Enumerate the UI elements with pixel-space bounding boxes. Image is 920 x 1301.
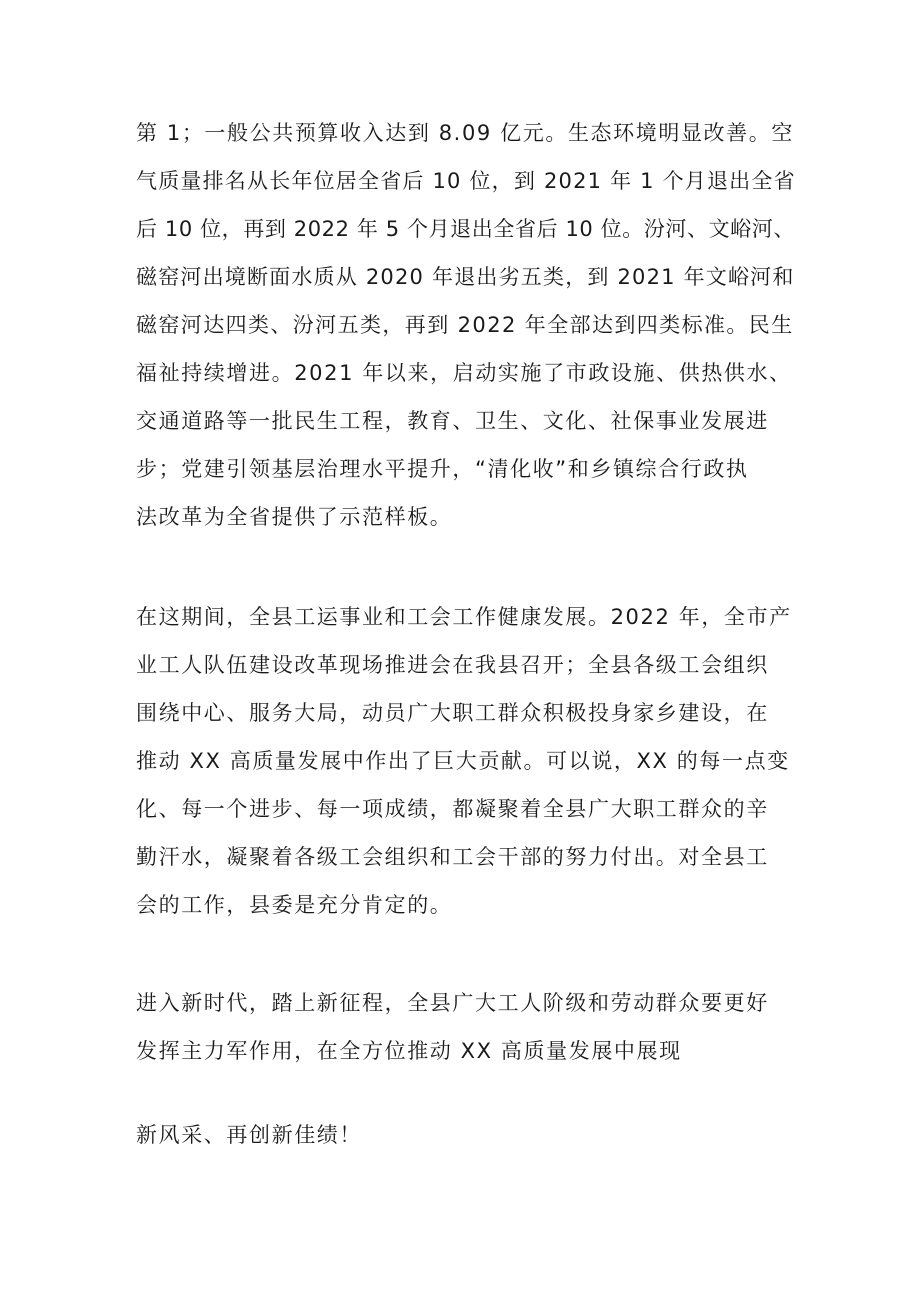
paragraph-2-line-1: 在这期间，全县工运事业和工会工作健康发展。2022 年，全市产 [136, 605, 792, 629]
paragraph-2-line-4: 推动 XX 高质量发展中作出了巨大贡献。可以说，XX 的每一点变 [136, 749, 790, 773]
paragraph-1-line-4: 磁窑河出境断面水质从 2020 年退出劣五类，到 2021 年文峪河和 [136, 265, 795, 289]
paragraph-2-line-2: 业工人队伍建设改革现场推进会在我县召开；全县各级工会组织 [136, 653, 769, 677]
paragraph-2-line-7: 会的工作，县委是充分肯定的。 [136, 893, 453, 917]
paragraph-1-line-1: 第 1；一般公共预算收入达到 8.09 亿元。生态环境明显改善。空 [136, 121, 794, 145]
paragraph-2-line-3: 围绕中心、服务大局，动员广大职工群众积极投身家乡建设，在 [136, 701, 769, 725]
paragraph-1-line-9: 法改革为全省提供了示范样板。 [136, 505, 453, 529]
paragraph-1-line-3: 后 10 位，再到 2022 年 5 个月退出全省后 10 位。汾河、文峪河、 [136, 217, 796, 241]
paragraph-2-line-6: 勤汗水，凝聚着各级工会组织和工会干部的努力付出。对全县工 [136, 845, 769, 869]
paragraph-3-line-1: 进入新时代，踏上新征程，全县广大工人阶级和劳动群众要更好 [136, 991, 769, 1015]
paragraph-1-line-5: 磁窑河达四类、汾河五类，再到 2022 年全部达到四类标准。民生 [136, 313, 794, 337]
paragraph-1-line-6: 福祉持续增进。2021 年以来，启动实施了市政设施、供热供水、 [136, 361, 792, 385]
paragraph-1-line-7: 交通道路等一批民生工程，教育、卫生、文化、社保事业发展进 [136, 409, 769, 433]
paragraph-3-line-2: 发挥主力军作用，在全方位推动 XX 高质量发展中展现 [136, 1039, 682, 1063]
paragraph-2-line-5: 化、每一个进步、每一项成绩，都凝聚着全县广大职工群众的辛 [136, 797, 769, 821]
paragraph-1-line-8: 步；党建引领基层治理水平提升，“清化收”和乡镇综合行政执 [136, 457, 749, 481]
paragraph-4-line-1: 新风采、再创新佳绩！ [136, 1123, 362, 1147]
paragraph-1-line-2: 气质量排名从长年位居全省后 10 位，到 2021 年 1 个月退出全省 [136, 169, 796, 193]
